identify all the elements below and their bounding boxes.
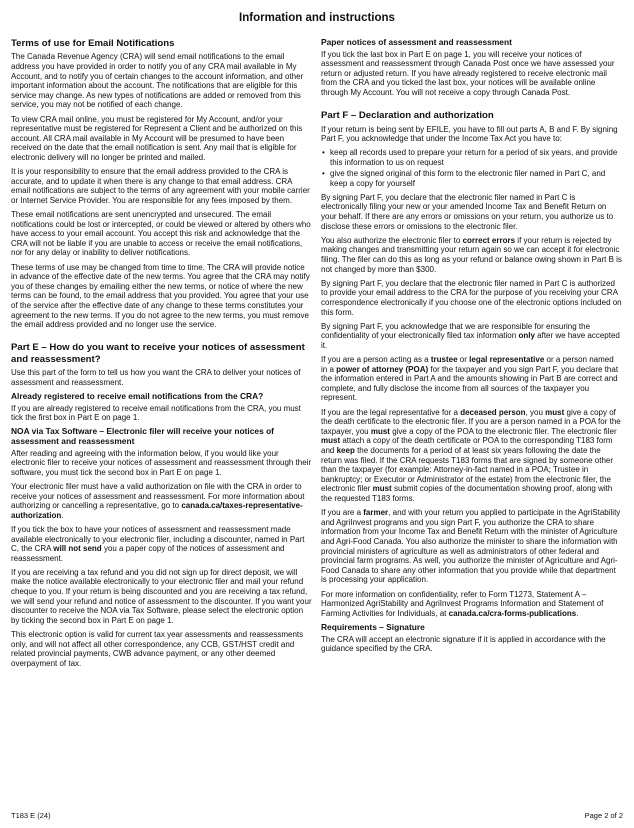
requirements-signature-text: The CRA will accept an electronic signature if it is applied in accordance with the guidance specified by the CRA. bbox=[321, 634, 606, 654]
noa-paragraph-5: This electronic option is valid for current tax year assessments and reassessments only, and will not affect all other correspondence, any CCB, GST/HST credit and related provincial payments, CWB advance payment, or any other deemed overpayment of tax. bbox=[11, 630, 304, 668]
part-e-heading: Part E – How do you want to receive your notices of assessment and reassessment? bbox=[11, 342, 305, 365]
list-item: • give the signed original of this form to the electronic filer named in Part C, and keep a copy for yourself bbox=[321, 169, 622, 188]
paper-notices-heading: Paper notices of assessment and reassessment bbox=[321, 37, 512, 47]
noa-paragraph-2: Your electronic filer must have a valid authorization on file with the CRA in order to receive your notices of assessment and reassessment. For more information about authorizing or cancelling a representative, go to canada.ca/taxes-representative-authorization. bbox=[11, 481, 305, 520]
terms-paragraph-4: These email notifications are sent unencrypted and unsecured. The email notifications could be lost or intercepted, or could be viewed or altered by others who have access to your email account. You accept this risk and acknowledge that the CRA will not be liable if you are unable to access or receive the email notifications, nor for any delay or inability to deliver notifications. bbox=[11, 210, 311, 258]
form-identifier: T183 E (24) bbox=[11, 811, 51, 820]
left-column bbox=[11, 38, 312, 673]
noa-tax-software-heading: NOA via Tax Software – Electronic filer will receive your notices of assessment and reassessment bbox=[11, 426, 274, 446]
already-registered-text: If you are already registered to receive email notifications from the CRA, you must tick the first box in Part E on page 1. bbox=[11, 403, 301, 423]
part-f-intro: If your return is being sent by EFILE, you have to fill out parts A, B and F. By signing Part F, you acknowledge that under the Income Tax Act you have to: bbox=[321, 124, 618, 144]
authorization-link[interactable]: canada.ca/taxes-representative-authorization bbox=[11, 501, 303, 520]
page-number: Page 2 of 2 bbox=[584, 811, 623, 820]
part-e-intro: Use this part of the form to tell us how you want the CRA to deliver your notices of assessment and reassessment. bbox=[11, 368, 301, 387]
part-f-paragraph-4: By signing Part F, you declare that the electronic filer named in Part C is authorized to provide your email address to the CRA for the purpose of you receiving your CRA correspondence electronically if you choose one of the electronic options included on this form. bbox=[321, 278, 622, 317]
page-title: Information and instructions bbox=[239, 12, 395, 24]
right-column bbox=[321, 38, 622, 658]
terms-heading: Terms of use for Email Notifications bbox=[11, 38, 175, 49]
terms-paragraph-2: To view CRA mail online, you must be registered for My Account, and/or your representative must be registered for Represent a Client and be authorized on this account. All CRA mail available in My Account will be presumed to have been received on the date that the email notification is sent. Any mail that is eligible for electronic delivery will no longer be printed and mailed. bbox=[11, 114, 303, 162]
already-registered-heading: Already registered to receive email notifications from the CRA? bbox=[11, 391, 264, 401]
list-item: • keep all records used to prepare your return for a period of six years, and provide this information to us on request bbox=[321, 148, 622, 167]
part-f-paragraph-2: By signing Part F, you declare that the electronic filer named in Part C is electronically filing your new or your amended Income Tax and Benefit Return on your behalf. If there are any errors or omissions on your return, you authorize us to disclose these errors or omissions to the electronic filer. bbox=[321, 192, 614, 231]
part-f-paragraph-8: If you are a farmer, and with your return you applied to participate in the AgriStability and AgriInvest programs and you sign Part F, you authorize the CRA to share information from your Income Tax and Benefit Return with the minister of Agriculture and Agri-Food Canada. You also authorize the minister to share the information with provincial ministers of agriculture as well as administrators of other federal and provincial farm programs. As well, you authorize the minister of Agriculture and Agri-Food Canada to share any other information that you provide while that department is processing your application. bbox=[321, 508, 621, 585]
part-f-paragraph-3: You also authorize the electronic filer to correct errors if your return is rejected by making changes and transmitting your return again so we can accept it for electronic filing. The filer can do this as long as your refund or balance owing shown in Part B is not changed by more than $300. bbox=[321, 235, 622, 274]
obligations-list bbox=[321, 148, 622, 188]
terms-paragraph-3: It is your responsibility to ensure that the email address provided to the CRA is accurate, and to update it when there is any change to that email address. CRA email notifications are subject to the terms of any agreement with your mobile carrier or Internet Service Provider. You are responsible for any fees imposed by them. bbox=[11, 167, 310, 205]
part-f-paragraph-7: If you are the legal representative for a deceased person, you must give a copy of the death certificate to the electronic filer. If you are a person named in a POA for the taxpayer, you must give a copy of the POA to the electronic filer. The electronic filer must attach a copy of the death certificate or POA to the corresponding T183 form and keep the documents for a period of at least six years following the date the return was filed. If the CRA requests T183 forms that are signed by someone other than the taxpayer (for example: Attorney-in-fact named in a POA; Trustee in bankruptcy; or Executor or Administrator of the estate) from the electronic filer, the electronic filer must submit copies of the documentation showing proof, along with the requested T183 forms. bbox=[321, 407, 621, 503]
terms-paragraph-5: These terms of use may be changed from time to time. The CRA will provide notice in advance of the effective date of the new terms. You agree that the CRA may notify you of these changes by emailing either the new terms, or notice of where the new terms can be found, to the email address that you provided. You agree that your use of the service after the effective date of any change to these terms constitutes your agreement to the new terms. If you do not agree to the new terms, you must remove the email address provided and no longer use the service. bbox=[11, 262, 310, 330]
paper-notices-text: If you tick the last box in Part E on page 1, you will receive your notices of assessment and reassessment through Canada Post once we have assessed your return or adjusted return. If you have already registered to receive electronic mail from the CRA and you ticked the last box, your notices will be available online through My Account. You will not receive a copy through Canada Post. bbox=[321, 49, 615, 97]
forms-publications-link[interactable]: canada.ca/cra-forms-publications bbox=[448, 608, 577, 618]
part-f-paragraph-9: For more information on confidentiality, refer to Form T1273, Statement A – Harmonized AgriStability and AgriInvest Programs Information and Statement of Farming Activities for Individuals, at canada.ca/cra-forms-publications. bbox=[321, 589, 604, 618]
requirements-signature-heading: Requirements – Signature bbox=[321, 621, 425, 632]
noa-paragraph-3: If you tick the box to have your notices of assessment and reassessment made available electronically to your electronic filer, including a discounter, named in Part C, the CRA will not send you a paper copy of the notices of assessment and reassessment. bbox=[11, 524, 305, 563]
part-f-heading: Part F – Declaration and authorization bbox=[321, 110, 494, 122]
terms-paragraph-1: The Canada Revenue Agency (CRA) will send email notifications to the email address you have provided in order to notify you of any CRA mail available in My Account, and to notify you of certain changes to the account information, and other important information about the account. The notifications that are eligible for this service may change. As new types of notifications are added or removed from this service, you may not be notified of each change. bbox=[11, 52, 304, 110]
noa-paragraph-1: After reading and agreeing with the information below, if you would like your electronic filer to receive your notices of assessment and reassessment through their software, you must tick the second box in Part E on page 1. bbox=[11, 448, 312, 477]
noa-paragraph-4: If you are receiving a tax refund and you did not sign up for direct deposit, we will make the notice available electronically to your electronic filer and mail your refund cheque to you. If your return is being discounted and you are receiving a tax refund, we will send your refund and notice of assessment to the discounter. If you want your discounter to receive the NOA via Tax Software, please select the electronic option by ticking the second box in Part E on page 1. bbox=[11, 567, 312, 625]
part-f-paragraph-6: If you are a person acting as a trustee or legal representative or a person named in a power of attorney (POA) for the taxpayer and you sign Part F, you declare that the information entered in Part A and the amounts showing in Part B are correct and complete, and fully disclose the income from all sources of the taxpayer you represent. bbox=[321, 355, 619, 403]
part-f-paragraph-5: By signing Part F, you acknowledge that we are responsible for ensuring the confidentiality of your electronically filed tax information only after we have accepted it. bbox=[321, 321, 620, 350]
